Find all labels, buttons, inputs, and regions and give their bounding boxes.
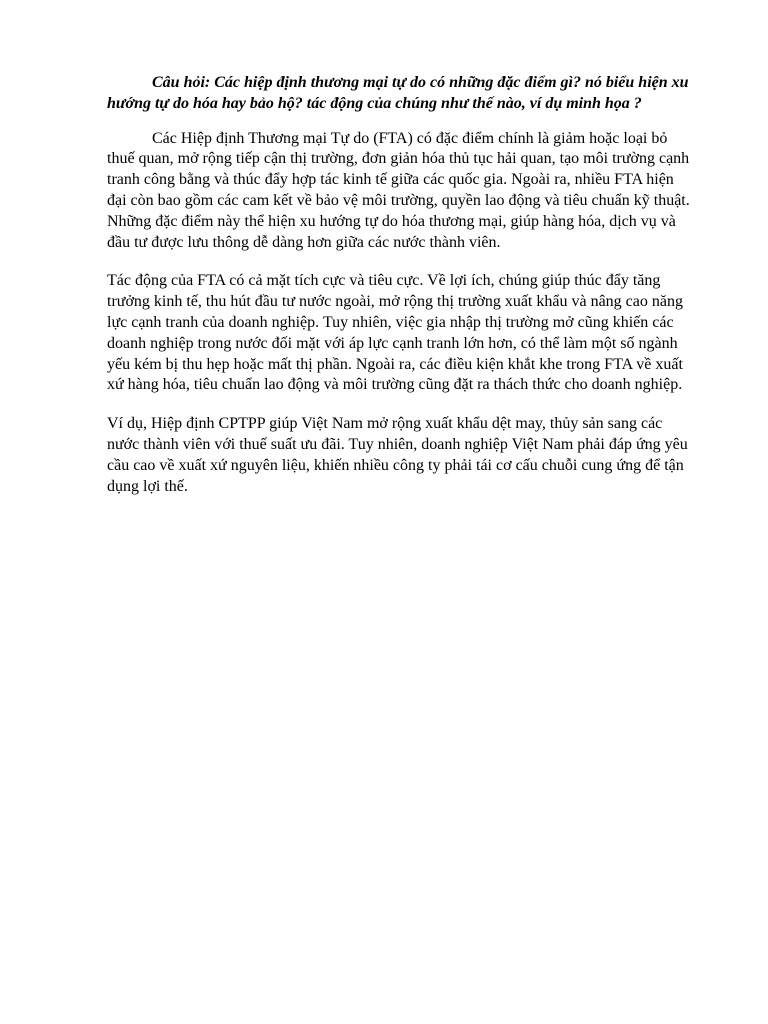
paragraph-cptpp-example: Ví dụ, Hiệp định CPTPP giúp Việt Nam mở rộng xuất khẩu dệt may, thủy sản sang các nước thành viên với thuế suất ưu đãi. Tuy nhiên, doanh nghiệp Việt Nam phải đáp ứng yêu cầu cao về xuất xứ nguyên liệu, khiến nhiều công ty phải tái cơ cấu chuỗi cung ứng để tận dụng lợi thế. (107, 415, 688, 495)
paragraph-fta-characteristics: Các Hiệp định Thương mại Tự do (FTA) có đặc điểm chính là giảm hoặc loại bỏ thuế quan, mở rộng tiếp cận thị trường, đơn giản hóa thủ tục hải quan, tạo môi trường cạnh tranh công bằng và thúc đẩy hợp tác kinh tế giữa các quốc gia. Ngoài ra, nhiều FTA hiện đại còn bao gồm các cam kết về bảo vệ môi trường, quyền lao động và tiêu chuẩn kỹ thuật. Những đặc điểm này thể hiện xu hướng tự do hóa thương mại, giúp hàng hóa, dịch vụ và đầu tư được lưu thông dễ dàng hơn giữa các nước thành viên. (107, 129, 690, 251)
paragraph-fta-impact: Tác động của FTA có cả mặt tích cực và tiêu cực. Về lợi ích, chúng giúp thúc đẩy tăng trưởng kinh tế, thu hút đầu tư nước ngoài, mở rộng thị trường xuất khẩu và nâng cao năng lực cạnh tranh của doanh nghiệp. Tuy nhiên, việc gia nhập thị trường mở cũng khiến các doanh nghiệp trong nước đối mặt với áp lực cạnh tranh lớn hơn, có thể làm một số ngành yếu kém bị thu hẹp hoặc mất thị phần. Ngoài ra, các điều kiện khắt khe trong FTA về xuất xứ hàng hóa, tiêu chuẩn lao động và môi trường cũng đặt ra thách thức cho doanh nghiệp. (107, 272, 683, 394)
document-body (107, 73, 697, 515)
question-heading: Câu hỏi: Các hiệp định thương mại tự do có những đặc điểm gì? nó biểu hiện xu hướng tự do hóa hay bảo hộ? tác động của chúng như thế nào, ví dụ minh họa ? (107, 74, 689, 112)
